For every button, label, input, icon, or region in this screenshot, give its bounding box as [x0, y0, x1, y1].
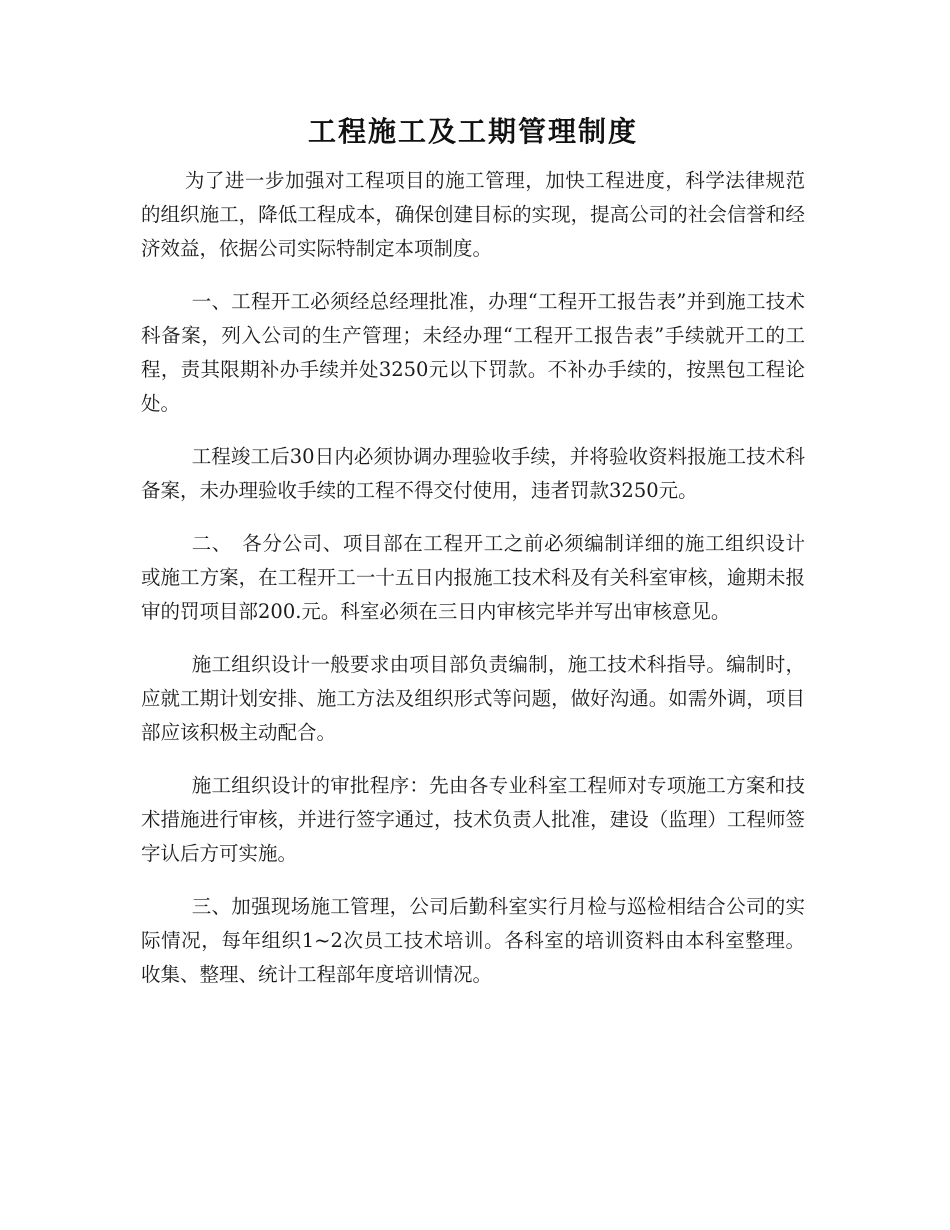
section-three-paragraph: 三、加强现场施工管理，公司后勤科室实行月检与巡检相结合公司的实际情况，每年组织1~2次员工技术培训。各科室的培训资料由本科室整理。收集、整理、统计工程部年度培训情况。: [141, 895, 805, 986]
construction-design-paragraph: 施工组织设计一般要求由项目部负责编制，施工技术科指导。编制时，应就工期计划安排、施工方法及组织形式等问题，做好沟通。如需外调，项目部应该积极主动配合。: [141, 653, 805, 744]
document-page: [141, 108, 805, 992]
document-title: 工程施工及工期管理制度: [307, 115, 638, 148]
approval-procedure-paragraph: 施工组织设计的审批程序：先由各专业科室工程师对专项施工方案和技术措施进行审核，并进行签字通过，技术负责人批准，建设（监理）工程师签字认后方可实施。: [141, 774, 805, 865]
completion-acceptance-paragraph: 工程竣工后30日内必须协调办理验收手续，并将验收资料报施工技术科备案，未办理验收手续的工程不得交付使用，违者罚款3250元。: [141, 445, 805, 502]
section-two-paragraph: 二、 各分公司、项目部在工程开工之前必须编制详细的施工组织设计或施工方案，在工程开工一十五日内报施工技术科及有关科室审核，逾期未报审的罚项目部200.元。科室必须在三日内审核完毕并写出审核意见。: [141, 532, 805, 623]
intro-paragraph: 为了进一步加强对工程项目的施工管理，加快工程进度，科学法律规范的组织施工，降低工程成本，确保创建目标的实现，提高公司的社会信誉和经济效益，依据公司实际特制定本项制度。: [141, 169, 805, 260]
section-one-paragraph: 一、工程开工必须经总经理批准，办理“工程开工报告表”并到施工技术科备案，列入公司的生产管理；未经办理“工程开工报告表”手续就开工的工程，责其限期补办手续并处3250元以下罚款。不补办手续的，按黑包工程论处。: [141, 290, 805, 415]
